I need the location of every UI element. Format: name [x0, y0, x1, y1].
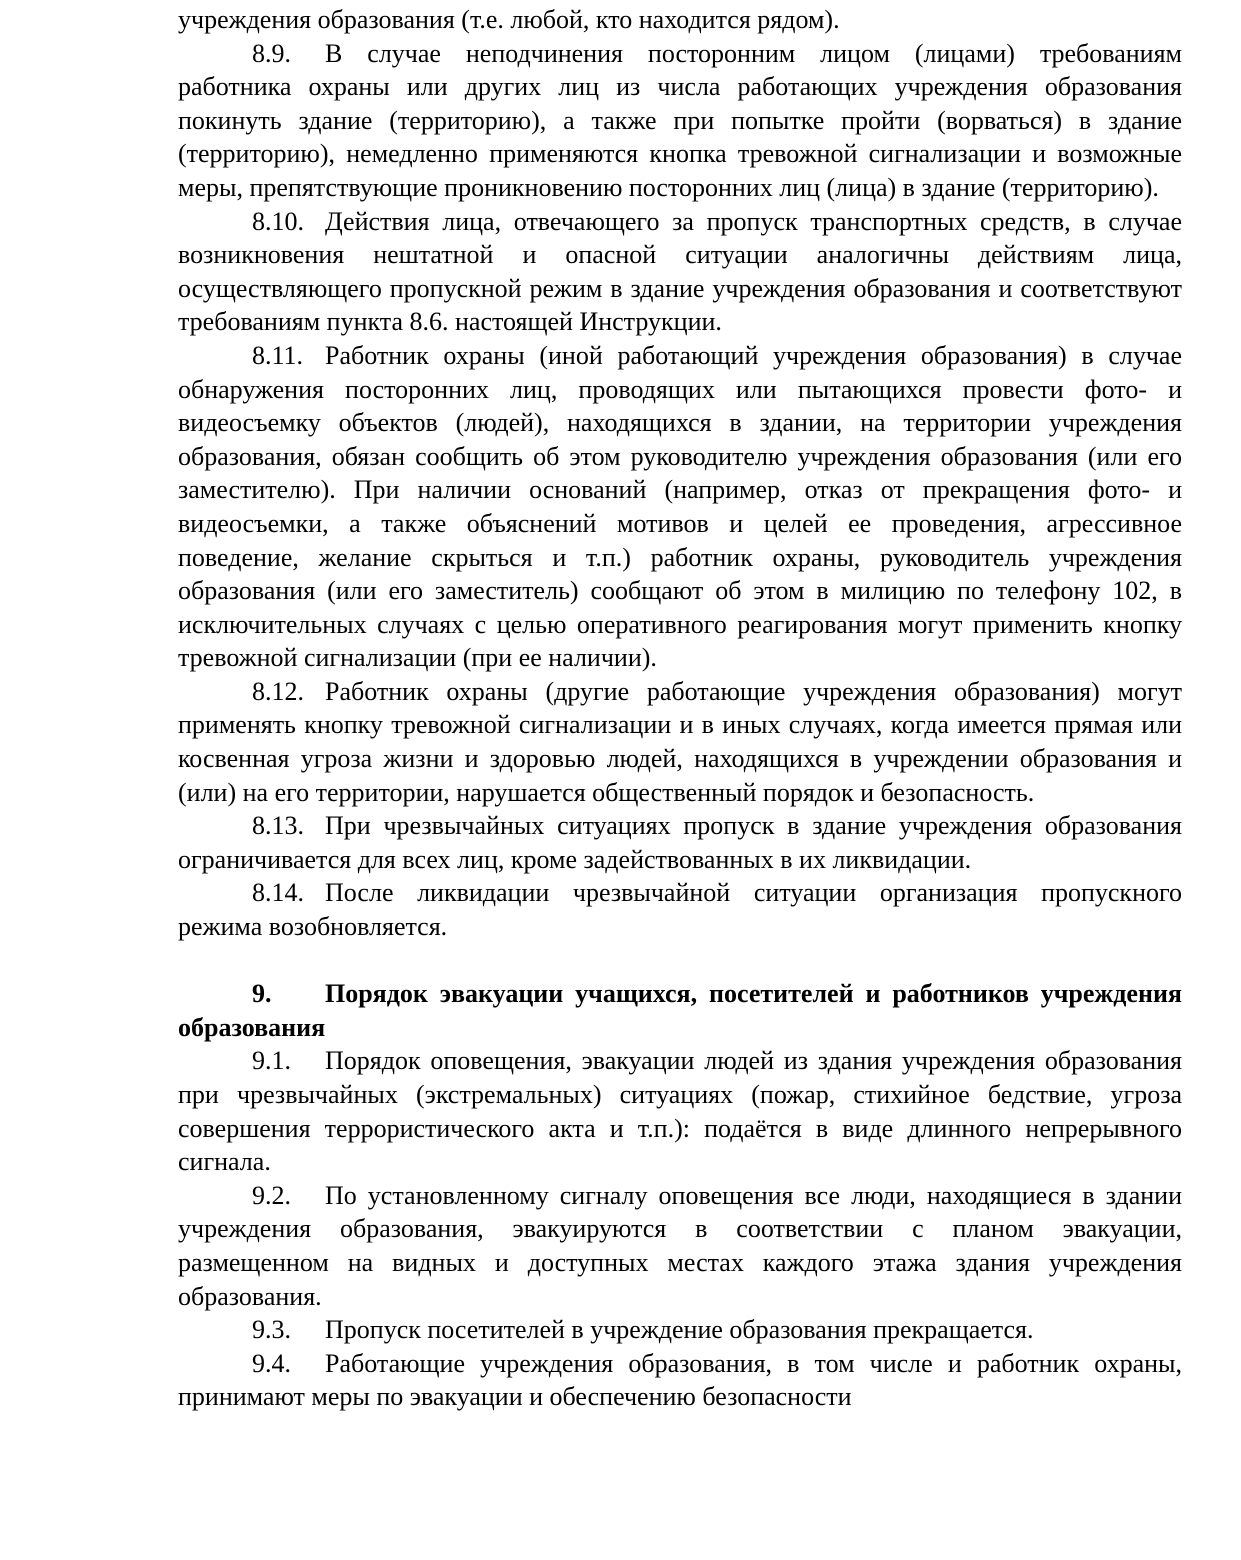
paragraph-number: 9.1.: [252, 1046, 291, 1076]
section-number: 9.: [252, 979, 272, 1009]
document-page: [178, 3, 1182, 1414]
paragraph-text: Работник охраны (иной работающий учреждения образования) в случае обнаружения посторонних лиц, проводящих или пытающихся провести фото- и видеосъемку объектов (людей), находящихся в здании, на территории учреждения образования, обязан сообщить об этом руководителю учреждения образования (или его заместителю). При наличии оснований (например, отказ от прекращения фото- и видеосъемки, а также объяснений мотивов и целей ее проведения, агрессивное поведение, желание скрыться и т.п.) работник охраны, руководитель учреждения образования (или его заместитель) сообщают об этом в милицию по телефону 102, в исключительных случаях с целью оперативного реагирования могут применить кнопку тревожной сигнализации (при ее наличии).: [178, 340, 1182, 673]
paragraph-number: 8.13.: [252, 811, 304, 841]
paragraph-text: Пропуск посетителей в учреждение образования прекращается.: [325, 1315, 1034, 1345]
paragraph-8-9: [178, 37, 1182, 205]
paragraph-number: 9.2.: [252, 1180, 291, 1210]
paragraph-8-12: [178, 675, 1182, 809]
paragraph-text: При чрезвычайных ситуациях пропуск в здание учреждения образования ограничивается для всех лиц, кроме задействованных в их ликвидации.: [178, 811, 1182, 874]
paragraph-text: В случае неподчинения посторонним лицом (лицами) требованиям работника охраны или других лиц из числа работающих учреждения образования покинуть здание (территорию), а также при попытке пройти (ворваться) в здание (территорию), немедленно применяются кнопка тревожной сигнализации и возможные меры, препятствующие проникновению посторонних лиц (лица) в здание (территорию).: [178, 38, 1182, 202]
paragraph-text: Работающие учреждения образования, в том числе и работник охраны, принимают меры по эвакуации и обеспечению безопасности: [178, 1348, 1182, 1412]
paragraph-number: 8.9.: [252, 38, 291, 68]
paragraph-text: После ликвидации чрезвычайной ситуации организация пропускного режима возобновляется.: [178, 878, 1182, 942]
paragraph-text: Порядок оповещения, эвакуации людей из здания учреждения образования при чрезвычайных (экстремальных) ситуациях (пожар, стихийное бедствие, угроза совершения террористического акта и т.п.): подаётся в виде длинного непрерывного сигнала.: [178, 1046, 1182, 1177]
paragraph-text: учреждения образования (т.е. любой, кто находится рядом).: [178, 5, 840, 34]
paragraph-number: 8.14.: [252, 878, 304, 908]
paragraph-text: По установленному сигналу оповещения все люди, находящиеся в здании учреждения образования, эвакуируются в соответствии с планом эвакуации, размещенном на видных и доступных местах каждого этажа здания учреждения образования.: [178, 1180, 1182, 1311]
paragraph-9-1: [178, 1044, 1182, 1178]
section-heading: [178, 977, 1182, 1044]
paragraph-text: Работник охраны (другие работающие учреждения образования) могут применять кнопку тревожной сигнализации и в иных случаях, когда имеется прямая или косвенная угроза жизни и здоровью людей, находящихся в учреждении образования и (или) на его территории, нарушается общественный порядок и безопасность.: [178, 676, 1182, 807]
paragraph-9-2: [178, 1179, 1182, 1313]
paragraph-8-13: [178, 809, 1182, 876]
paragraph-number: 8.10.: [252, 206, 304, 236]
paragraph-number: 9.4.: [252, 1348, 291, 1378]
paragraph-continuation: [178, 3, 1182, 37]
paragraph-9-3: [178, 1313, 1182, 1347]
paragraph-8-11: [178, 339, 1182, 675]
paragraph-number: 8.11.: [252, 340, 304, 370]
paragraph-8-14: [178, 876, 1182, 943]
paragraph-8-10: [178, 205, 1182, 339]
section-spacer: [178, 944, 1182, 978]
paragraph-text: Действия лица, отвечающего за пропуск транспортных средств, в случае возникновения нештатной и опасной ситуации аналогичны действиям лица, осуществляющего пропускной режим в здание учреждения образования и соответствуют требованиям пункта 8.6. настоящей Инструкции.: [178, 206, 1182, 337]
paragraph-number: 9.3.: [252, 1315, 291, 1345]
paragraph-9-4: [178, 1347, 1182, 1414]
paragraph-number: 8.12.: [252, 676, 304, 706]
section-title: Порядок эвакуации учащихся, посетителей и работников учреждения образования: [178, 979, 1182, 1042]
